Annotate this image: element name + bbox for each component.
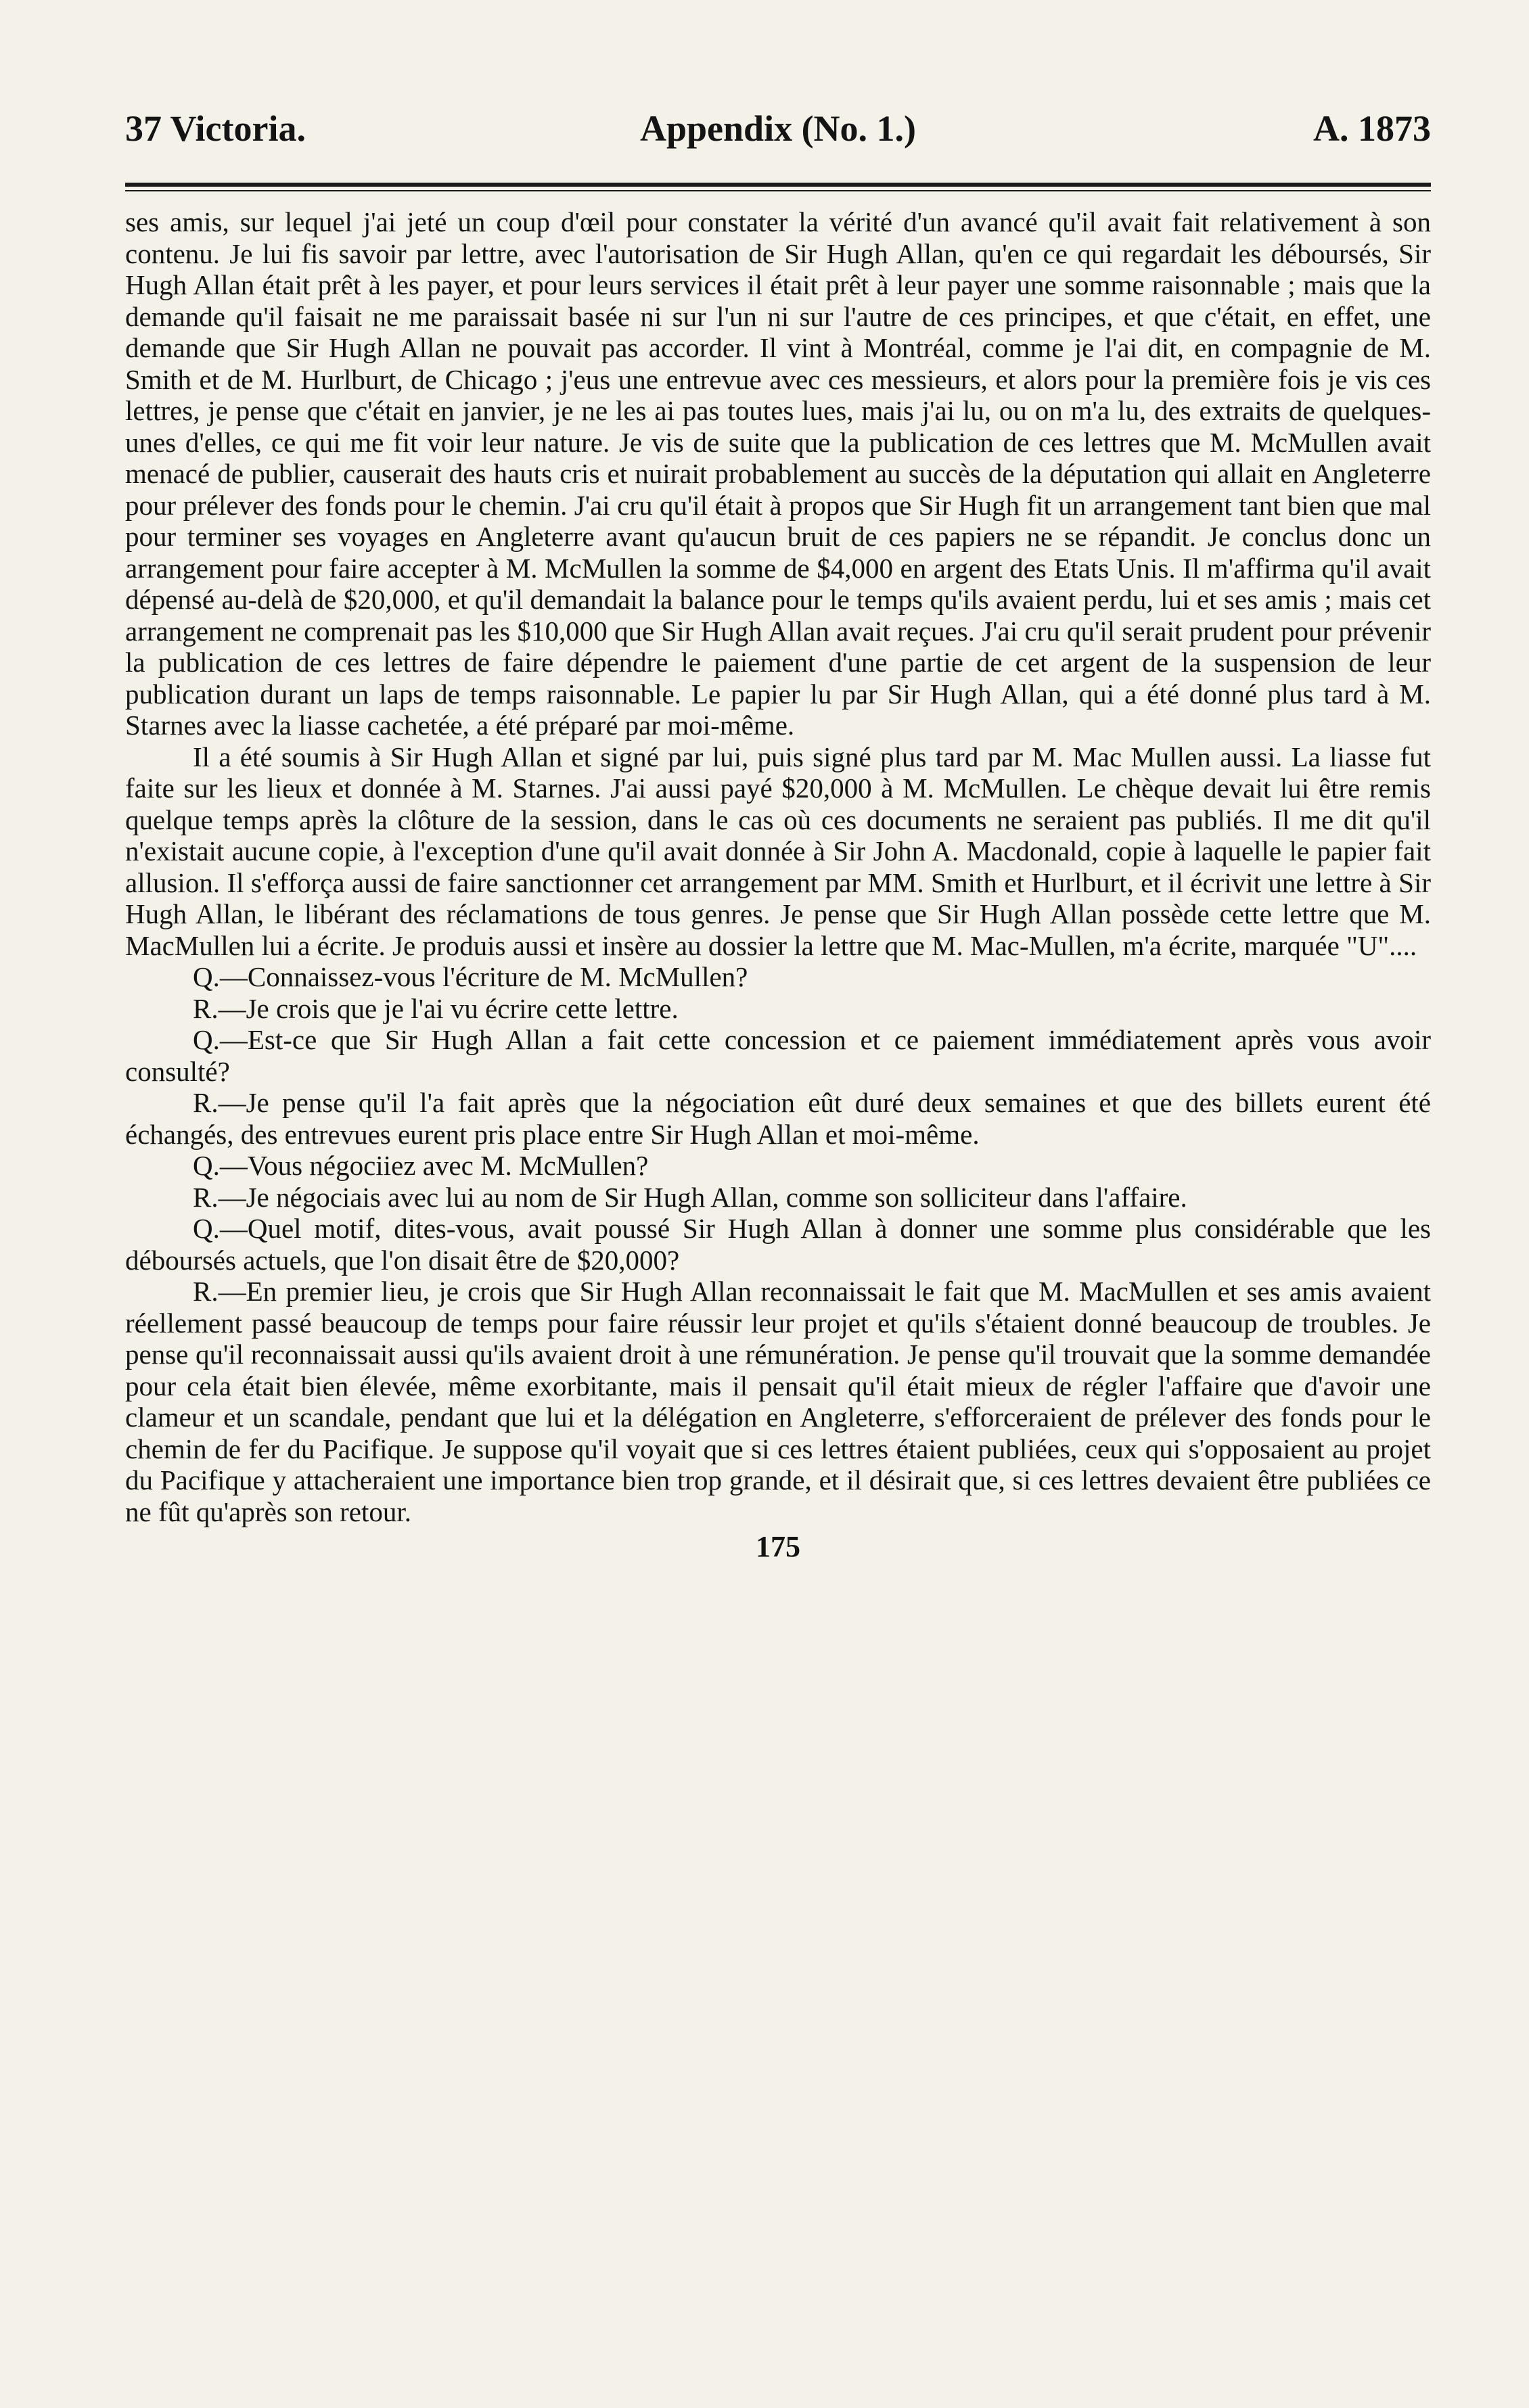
- answer: R.—Je crois que je l'ai vu écrire cette lettre.: [193, 992, 679, 1024]
- page-number: 175: [756, 1530, 800, 1563]
- question: Q.—Quel motif, dites-vous, avait poussé Sir Hugh Allan à donner une somme plus considérable que les déboursés actuels, que l'on disait être de $20,000?: [125, 1213, 1431, 1276]
- header-session: 37 Victoria.: [125, 108, 306, 149]
- header-rule-thick: [125, 183, 1431, 187]
- paragraph: Il a été soumis à Sir Hugh Allan et signé par lui, puis signé plus tard par M. Mac Mullen aussi. La liasse fut faite sur les lieux et donnée à M. Starnes. J'ai aussi payé $20,000 à M. McMullen. Le chèque devait lui être remis quelque temps après la clôture de la session, dans le cas où ces documents ne seraient pas publiés. Il me dit qu'il n'existait aucune copie, à l'exception d'une qu'il avait donnée à Sir John A. Macdonald, copie à laquelle le papier fait allusion. Il s'efforça aussi de faire sanctionner cet arrangement par MM. Smith et Hurlburt, et il écrivit une lettre à Sir Hugh Allan, le libérant des réclamations de tous genres. Je pense que Sir Hugh Allan possède cette lettre que M. MacMullen lui a écrite. Je produis aussi et insère au dossier la lettre que M. Mac-Mullen, m'a écrite, marquée "U"....: [125, 741, 1431, 961]
- question: Q.—Est-ce que Sir Hugh Allan a fait cette concession et ce paiement immédiatement après vous avoir consulté?: [125, 1024, 1431, 1087]
- header-year: A. 1873: [1313, 108, 1431, 149]
- running-header: [125, 101, 1431, 156]
- question: Q.—Connaissez-vous l'écriture de M. McMullen?: [193, 961, 748, 992]
- answer: R.—En premier lieu, je crois que Sir Hugh Allan reconnaissait le fait que M. MacMullen et ses amis avaient réellement passé beaucoup de temps pour faire réussir leur projet et qu'ils s'étaient donné beaucoup de troubles. Je pense qu'il reconnaissait aussi qu'ils avaient droit à une rémunération. Je pense qu'il trouvait que la somme demandée pour cela était bien élevée, même exorbitante, mais il pensait qu'il était mieux de régler l'affaire que d'avoir une clameur et un scandale, pendant que lui et la délégation en Angleterre, s'efforceraient de prélever des fonds pour le chemin de fer du Pacifique. Je suppose qu'il voyait que si ces lettres étaient publiées, ceux qui s'opposaient au projet du Pacifique y attacheraient une importance bien trop grande, et il désirait que, si ces lettres devaient être publiées ce ne fût qu'après son retour.: [125, 1276, 1431, 1527]
- question: Q.—Vous négociiez avec M. McMullen?: [193, 1150, 649, 1181]
- answer: R.—Je pense qu'il l'a fait après que la négociation eût duré deux semaines et que des billets eurent été échangés, des entrevues eurent pris place entre Sir Hugh Allan et moi-même.: [125, 1087, 1431, 1150]
- paragraph-continuation: ses amis, sur lequel j'ai jeté un coup d'œil pour constater la vérité d'un avancé qu'il avait fait relativement à son contenu. Je lui fis savoir par lettre, avec l'autorisation de Sir Hugh Allan, qu'en ce qui regardait les déboursés, Sir Hugh Allan était prêt à les payer, et pour leurs services il était prêt à leur payer une somme raisonnable ; mais que la demande qu'il faisait ne me paraissait basée ni sur l'un ni sur l'autre de ces principes, et que c'était, en effet, une demande que Sir Hugh Allan ne pouvait pas accorder. Il vint à Montréal, comme je l'ai dit, en compagnie de M. Smith et de M. Hurlburt, de Chicago ; j'eus une entrevue avec ces messieurs, et alors pour la première fois je vis ces lettres, je pense que c'était en janvier, je ne les ai pas toutes lues, mais j'ai lu, ou on m'a lu, des extraits de quelques-unes d'elles, ce qui me fit voir leur nature. Je vis de suite que la publication de ces lettres que M. McMullen avait menacé de publier, causerait des hauts cris et nuirait probablement au succès de la députation qui allait en Angleterre pour prélever des fonds pour le chemin. J'ai cru qu'il était à propos que Sir Hugh fit un arrangement tant bien que mal pour terminer ses voyages en Angleterre avant qu'aucun bruit de ces papiers ne se répandit. Je conclus donc un arrangement pour faire accepter à M. McMullen la somme de $4,000 en argent des Etats Unis. Il m'affirma qu'il avait dépensé au-delà de $20,000, et qu'il demandait la balance pour le temps qu'ils avaient perdu, lui et ses amis ; mais cet arrangement ne comprenait pas les $10,000 que Sir Hugh Allan avait reçues. J'ai cru qu'il serait prudent pour prévenir la publication de ces lettres de faire dépendre le paiement d'une partie de cet argent de la suspension de leur publication durant un laps de temps raisonnable. Le papier lu par Sir Hugh Allan, qui a été donné plus tard à M. Starnes avec la liasse cachetée, a été préparé par moi-même.: [125, 206, 1431, 741]
- body-text: [125, 206, 1431, 1527]
- document-page: [125, 101, 1431, 2374]
- header-appendix: Appendix (No. 1.): [639, 108, 917, 149]
- answer: R.—Je négociais avec lui au nom de Sir Hugh Allan, comme son solliciteur dans l'affaire.: [193, 1181, 1187, 1213]
- header-rule-thin: [125, 190, 1431, 191]
